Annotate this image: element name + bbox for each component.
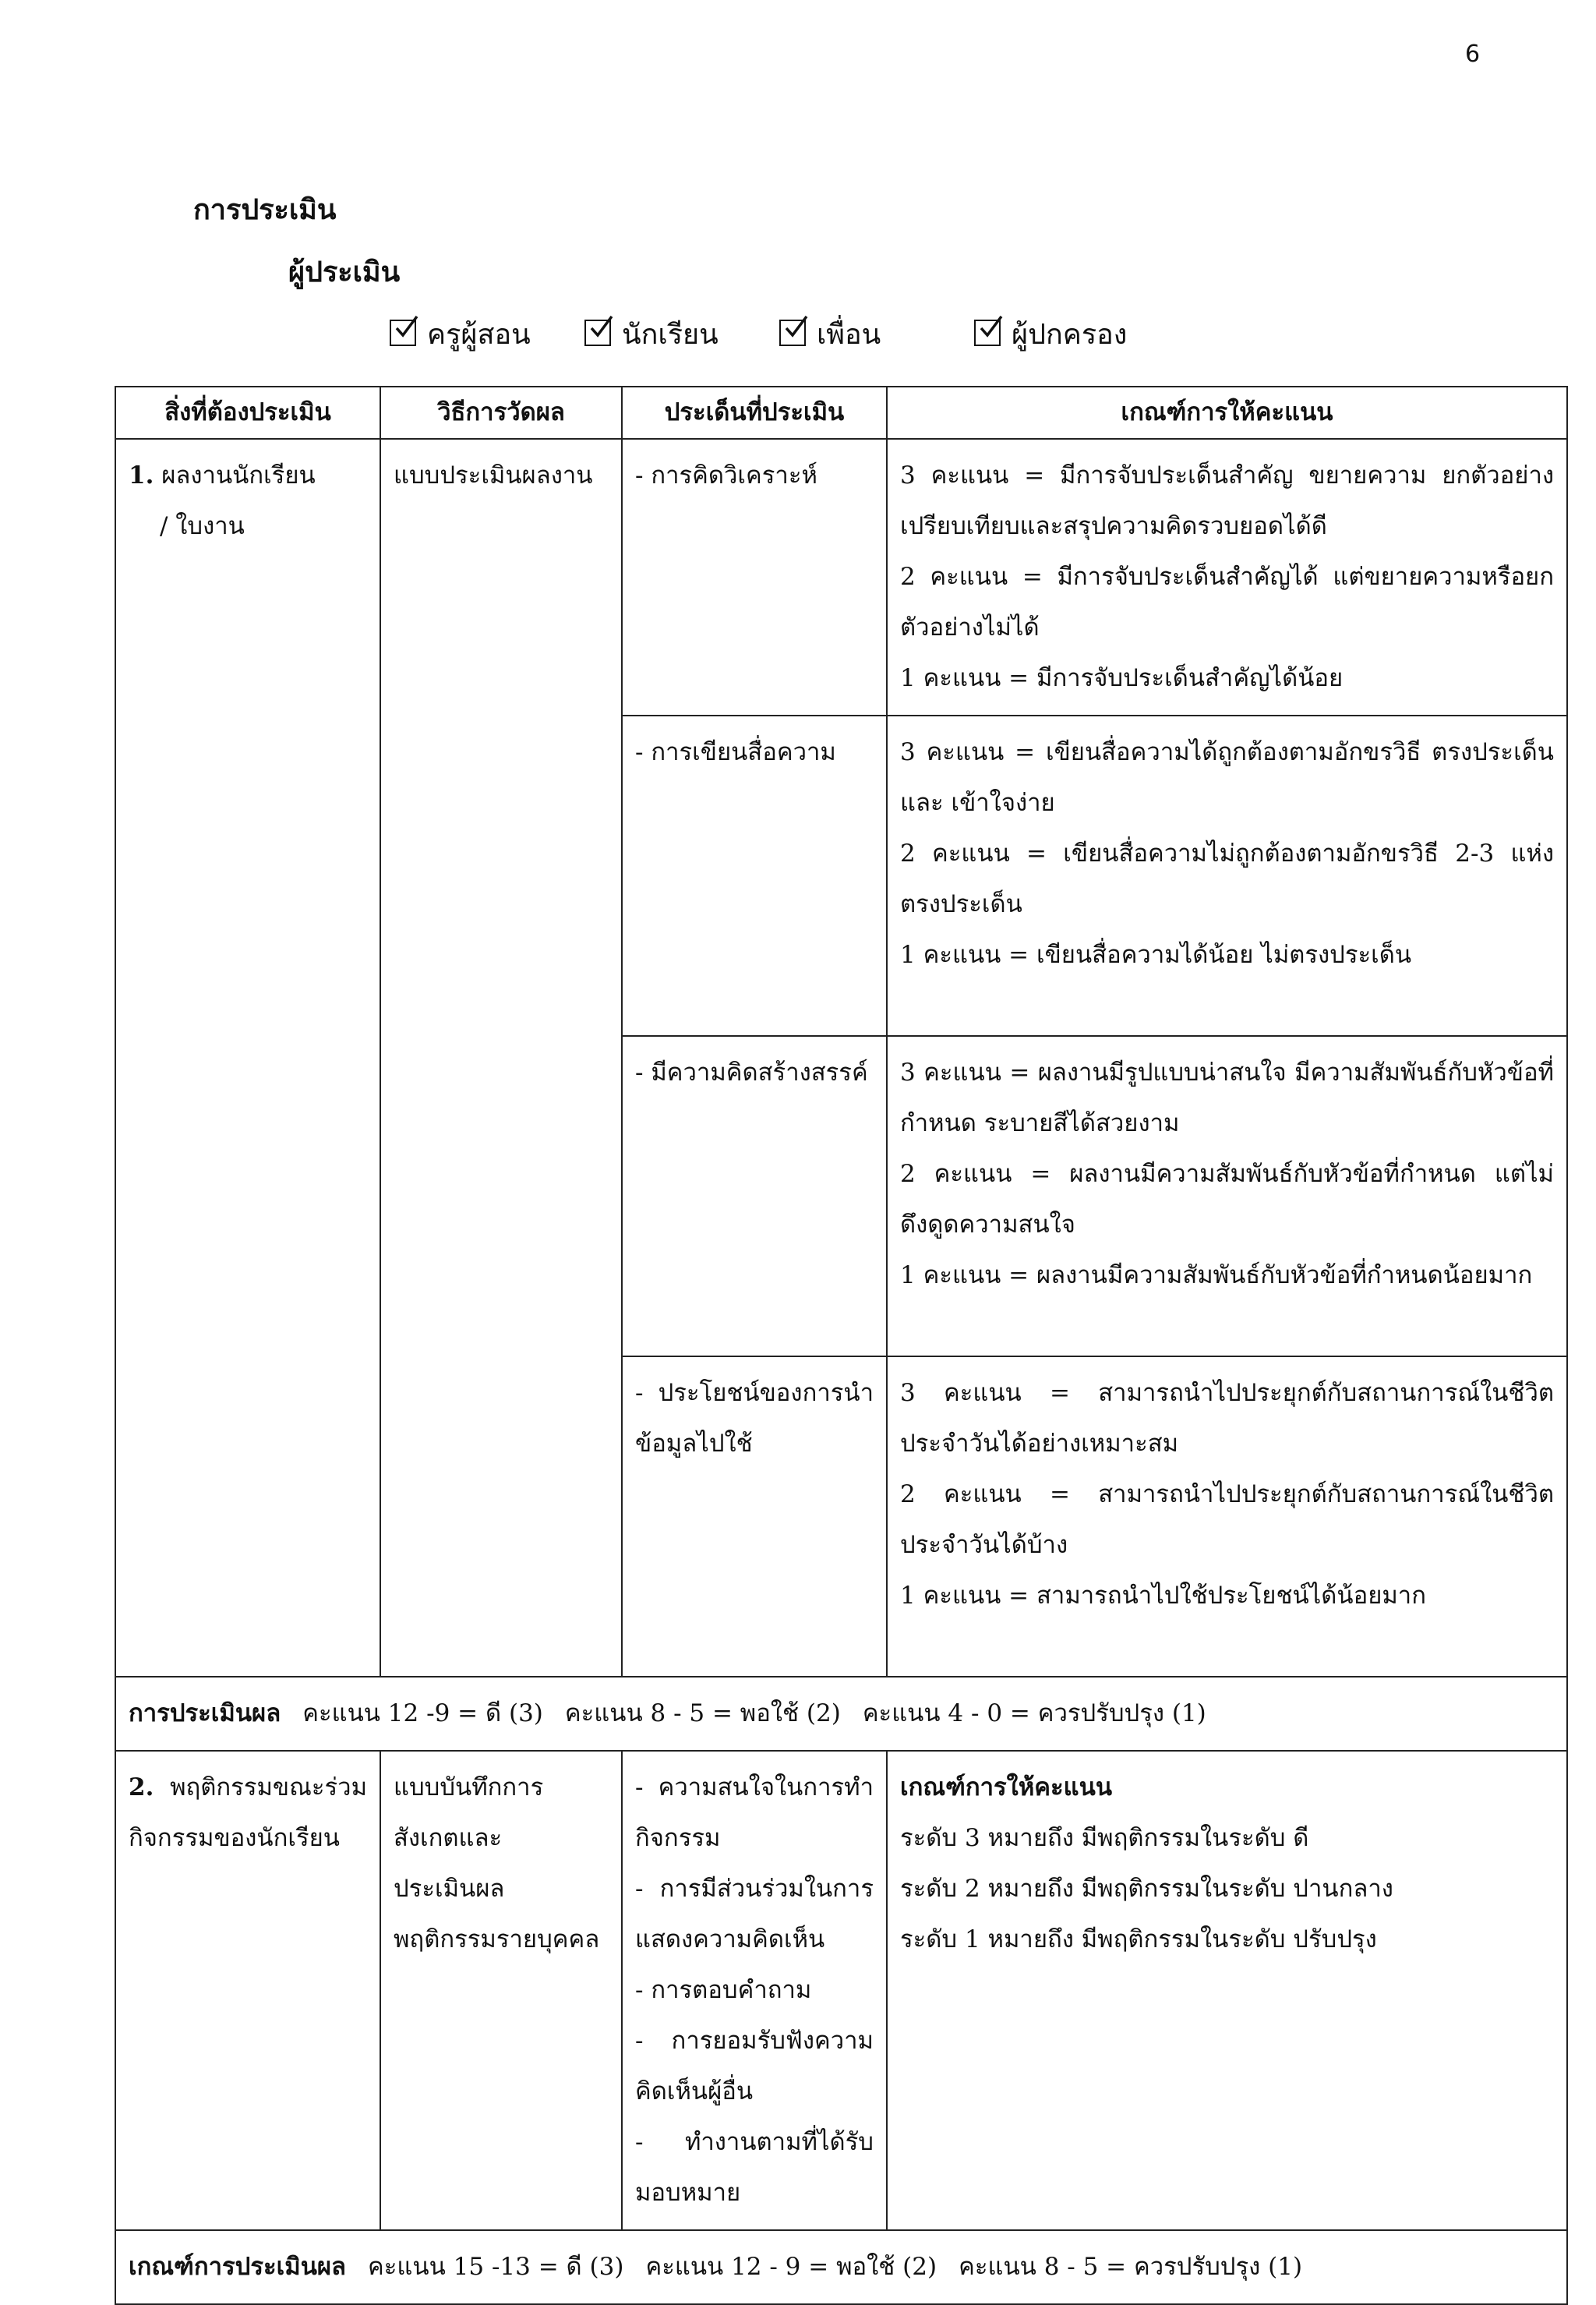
method-line: แบบบันทึกการ bbox=[394, 1773, 544, 1801]
score-level: 3 คะแนน = ผลงานมีรูปแบบน่าสนใจ มีความสัมพันธ์กับหัวข้อที่กำหนด ระบายสีได้สวยงาม bbox=[900, 1059, 1554, 1137]
criterion-issue: - การคิดวิเคราะห์ bbox=[622, 439, 887, 716]
score-level: 2 คะแนน = มีการจับประเด็นสำคัญได้ แต่ขยายความหรือยกตัวอย่างไม่ได้ bbox=[900, 563, 1554, 642]
assessment-table bbox=[115, 386, 1568, 2305]
checked-checkbox-icon bbox=[974, 320, 1001, 346]
assessor-heading: ผู้ประเมิน bbox=[288, 256, 401, 288]
behavior-level: ระดับ 3 หมายถึง มีพฤติกรรมในระดับ ดี bbox=[900, 1824, 1309, 1852]
checked-checkbox-icon bbox=[779, 320, 806, 346]
assessor-teacher[interactable] bbox=[390, 312, 531, 356]
summary-label: การประเมินผล bbox=[129, 1699, 281, 1727]
behavior-level: ระดับ 2 หมายถึง มีพฤติกรรมในระดับ ปานกลาง bbox=[900, 1875, 1393, 1903]
item2-issues-cell bbox=[622, 1751, 887, 2230]
summary-cell bbox=[115, 1677, 1567, 1751]
behavior-issue: - การตอบคำถาม bbox=[635, 1976, 812, 2004]
item2-criteria-cell bbox=[887, 1751, 1567, 2230]
summary-range: คะแนน 8 - 5 = ควรปรับปรุง (1) bbox=[959, 2253, 1303, 2281]
criterion-levels bbox=[887, 1036, 1567, 1356]
assessor-label: ผู้ปกครอง bbox=[1012, 319, 1128, 351]
checked-checkbox-icon bbox=[584, 320, 611, 346]
header-cell: สิ่งที่ต้องประเมิน bbox=[115, 387, 380, 439]
item2-method-cell bbox=[380, 1751, 622, 2230]
table-row bbox=[115, 439, 1567, 716]
summary-range: คะแนน 12 - 9 = พอใช้ (2) bbox=[645, 2253, 937, 2281]
criterion-levels bbox=[887, 1356, 1567, 1677]
assessor-label: เพื่อน bbox=[817, 319, 881, 351]
summary-range: คะแนน 12 -9 = ดี (3) bbox=[302, 1699, 543, 1727]
score-level: 1 คะแนน = ผลงานมีความสัมพันธ์กับหัวข้อที่กำหนดน้อยมาก bbox=[900, 1261, 1533, 1289]
item1-summary-row bbox=[115, 1677, 1567, 1751]
assessor-friend[interactable] bbox=[779, 312, 881, 356]
assessor-student[interactable] bbox=[584, 312, 719, 356]
summary-cell bbox=[115, 2230, 1567, 2304]
score-level: 3 คะแนน = เขียนสื่อความได้ถูกต้องตามอักขรวิธี ตรงประเด็น และ เข้าใจง่าย bbox=[900, 738, 1554, 817]
criterion-levels bbox=[887, 716, 1567, 1036]
summary-range: คะแนน 15 -13 = ดี (3) bbox=[368, 2253, 624, 2281]
table-header-row bbox=[115, 387, 1567, 439]
behavior-level: ระดับ 1 หมายถึง มีพฤติกรรมในระดับ ปรับปรุง bbox=[900, 1925, 1377, 1953]
item-name: ผลงานนักเรียน bbox=[161, 461, 316, 490]
header-cell: ประเด็นที่ประเมิน bbox=[622, 387, 887, 439]
score-level: 1 คะแนน = มีการจับประเด็นสำคัญได้น้อย bbox=[900, 664, 1344, 692]
item-name: พฤติกรรมขณะร่วมกิจกรรมของนักเรียน bbox=[129, 1773, 367, 1852]
method-line: สังเกตและ bbox=[394, 1824, 503, 1852]
table-row bbox=[115, 1751, 1567, 2230]
criterion-levels bbox=[887, 439, 1567, 716]
score-level: 2 คะแนน = เขียนสื่อความไม่ถูกต้องตามอักขรวิธี 2-3 แห่ง ตรงประเด็น bbox=[900, 840, 1554, 918]
criterion-issue: - ประโยชน์ของการนำข้อมูลไปใช้ bbox=[622, 1356, 887, 1677]
summary-range: คะแนน 4 - 0 = ควรปรับปรุง (1) bbox=[862, 1699, 1206, 1727]
score-level: 2 คะแนน = สามารถนำไปประยุกต์กับสถานการณ์ในชีวิตประจำวันได้บ้าง bbox=[900, 1480, 1554, 1559]
page-number: 6 bbox=[1465, 41, 1481, 68]
header-cell: เกณฑ์การให้คะแนน bbox=[887, 387, 1567, 439]
score-level: 2 คะแนน = ผลงานมีความสัมพันธ์กับหัวข้อที่กำหนด แต่ไม่ดึงดูดความสนใจ bbox=[900, 1160, 1554, 1239]
behavior-issue: - การมีส่วนร่วมในการแสดงความคิดเห็น bbox=[635, 1875, 874, 1953]
item-number: 1. bbox=[129, 461, 154, 490]
behavior-issue: - การยอมรับฟังความคิดเห็นผู้อื่น bbox=[635, 2027, 874, 2105]
assessor-label: นักเรียน bbox=[622, 319, 719, 351]
section-heading: การประเมิน bbox=[193, 193, 337, 226]
assessor-label: ครูผู้สอน bbox=[427, 319, 531, 351]
assessor-parent[interactable] bbox=[974, 312, 1127, 356]
header-cell: วิธีการวัดผล bbox=[380, 387, 622, 439]
item-name-continued: / ใบงาน bbox=[160, 512, 245, 540]
summary-label: เกณฑ์การประเมินผล bbox=[129, 2253, 347, 2281]
score-level: 3 คะแนน = สามารถนำไปประยุกต์กับสถานการณ์ในชีวิตประจำวันได้อย่างเหมาะสม bbox=[900, 1379, 1554, 1458]
score-level: 3 คะแนน = มีการจับประเด็นสำคัญ ขยายความ ยกตัวอย่างเปรียบเทียบและสรุปความคิดรวบยอดได้ดี bbox=[900, 461, 1554, 540]
item2-name-cell bbox=[115, 1751, 380, 2230]
checked-checkbox-icon bbox=[390, 320, 416, 346]
criterion-issue: - มีความคิดสร้างสรรค์ bbox=[622, 1036, 887, 1356]
method-line: พฤติกรรมรายบุคคล bbox=[394, 1925, 600, 1953]
behavior-issue: - ทำงานตามที่ได้รับมอบหมาย bbox=[635, 2128, 874, 2207]
item2-summary-row bbox=[115, 2230, 1567, 2304]
criteria-title: เกณฑ์การให้คะแนน bbox=[900, 1773, 1113, 1801]
item1-method-cell: แบบประเมินผลงาน bbox=[380, 439, 622, 1677]
score-level: 1 คะแนน = เขียนสื่อความได้น้อย ไม่ตรงประเด็น bbox=[900, 941, 1412, 969]
behavior-issue: - ความสนใจในการทำกิจกรรม bbox=[635, 1773, 874, 1852]
item1-name-cell bbox=[115, 439, 380, 1677]
summary-range: คะแนน 8 - 5 = พอใช้ (2) bbox=[564, 1699, 841, 1727]
criterion-issue: - การเขียนสื่อความ bbox=[622, 716, 887, 1036]
method-line: ประเมินผล bbox=[394, 1875, 505, 1903]
score-level: 1 คะแนน = สามารถนำไปใช้ประโยชน์ได้น้อยมาก bbox=[900, 1582, 1426, 1610]
item-number: 2. bbox=[129, 1773, 154, 1801]
